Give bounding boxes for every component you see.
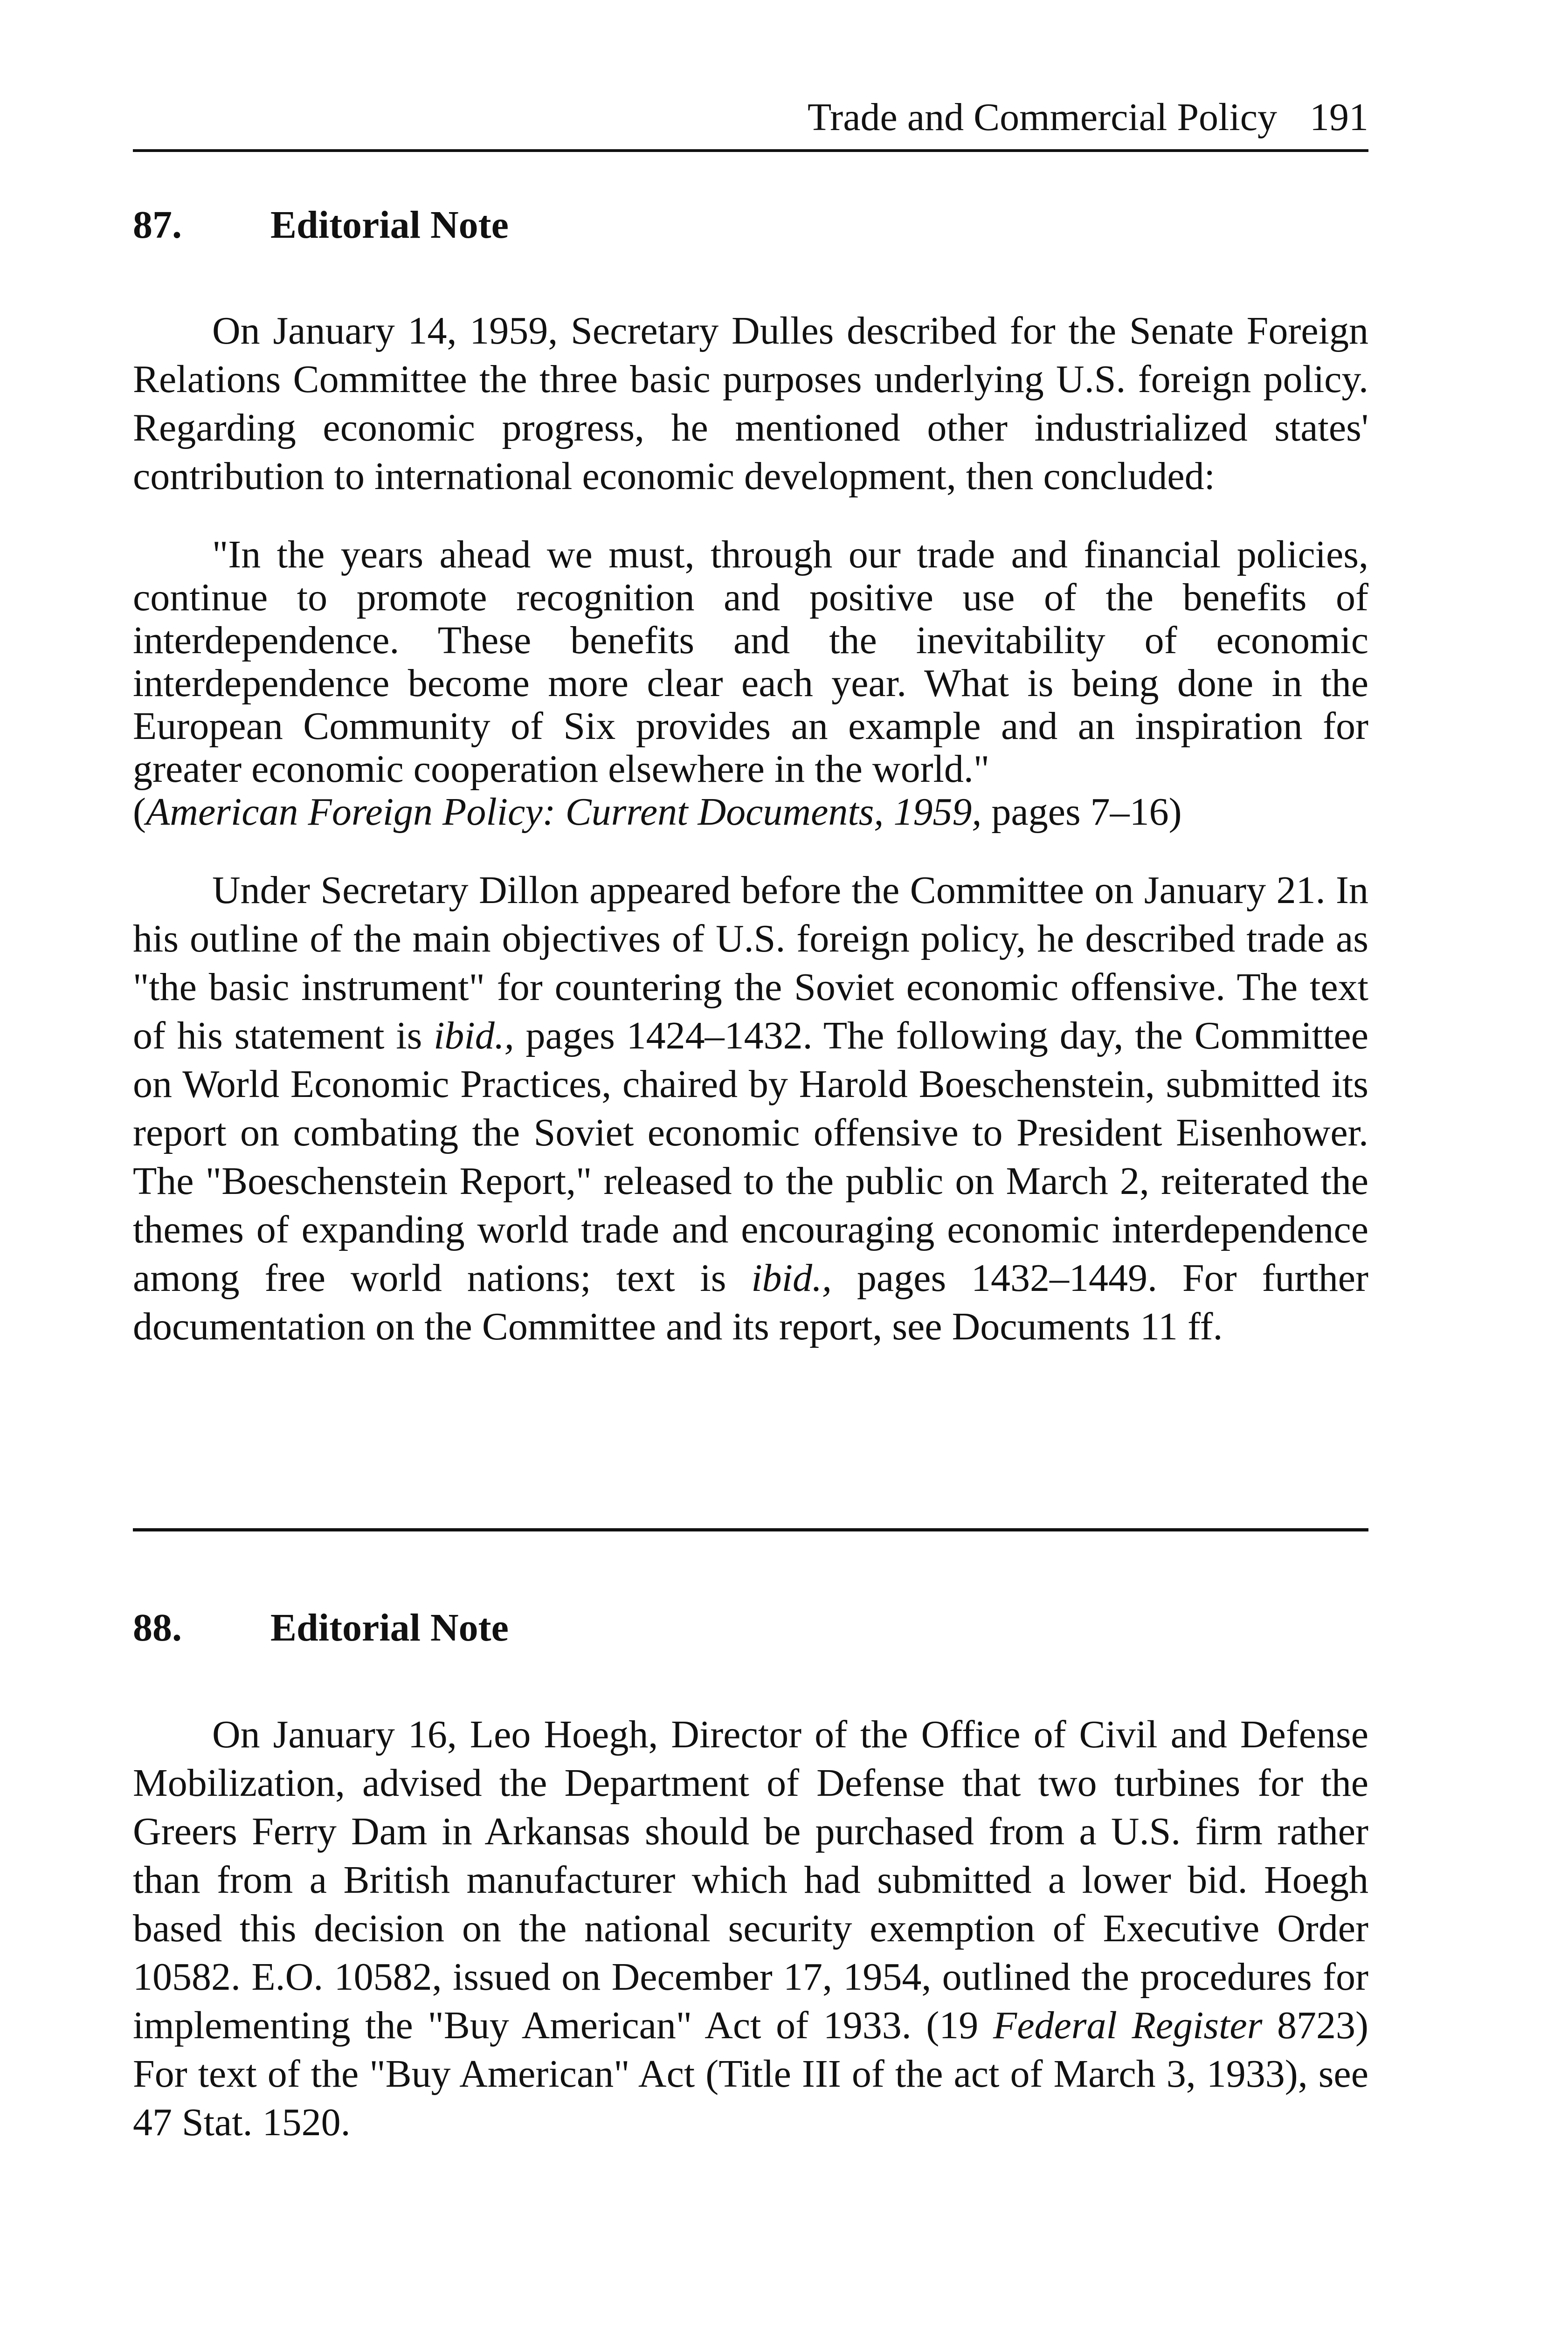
document-87-title: Editorial Note bbox=[270, 203, 509, 247]
running-head-title: Trade and Commercial Policy bbox=[807, 96, 1277, 139]
page-number: 191 bbox=[1310, 96, 1368, 139]
citation-source-title: American Foreign Policy: Current Documents, 1959, bbox=[145, 790, 982, 834]
document-87-quote-block bbox=[133, 533, 1368, 834]
running-head bbox=[133, 98, 1368, 152]
section-divider bbox=[133, 1528, 1368, 1531]
document-88-heading bbox=[133, 1608, 1368, 1648]
document-87-heading bbox=[133, 203, 1368, 247]
document-87-number: 87. bbox=[133, 203, 182, 247]
document-page bbox=[133, 98, 1368, 2147]
document-87-quote: "In the years ahead we must, through our trade and financial policies, continue to promote recognition and positive use of the benefits of interdependence. These benefits and the inevitability of economic interdependence become more clear each year. What is being done in the European Community of Six provides an example and an inspiration for greater economic cooperation elsewhere in the world." bbox=[133, 533, 1368, 791]
document-88-number: 88. bbox=[133, 1606, 182, 1649]
document-88-title: Editorial Note bbox=[270, 1606, 509, 1649]
document-87-paragraph-1: On January 14, 1959, Secretary Dulles described for the Senate Foreign Relations Committee the three basic purposes underlying U.S. foreign policy. Regarding economic progress, he mentioned other industrialized states' contribution to international economic development, then concluded: bbox=[133, 309, 1368, 498]
document-87-citation: (American Foreign Policy: Current Documents, 1959, pages 7–16) bbox=[133, 790, 1182, 834]
document-87-paragraph-2: Under Secretary Dillon appeared before the Committee on January 21. In his outline of the main objectives of U.S. foreign policy, he described trade as "the basic instrument" for countering the Soviet economic offensive. The text of his statement is ibid., pages 1424–1432. The following day, the Committee on World Economic Practices, chaired by Harold Boeschenstein, submitted its report on combating the Soviet economic offensive to President Eisenhower. The "Boeschenstein Report," released to the public on March 2, reiterated the themes of expanding world trade and encouraging economic interdependence among free world nations; text is ibid., pages 1432–1449. For further documentation on the Committee and its report, see Documents 11 ff. bbox=[133, 869, 1368, 1348]
document-88-paragraph-1: On January 16, Leo Hoegh, Director of the Office of Civil and Defense Mobilization, advised the Department of Defense that two turbines for the Greers Ferry Dam in Arkansas should be purchased from a U.S. firm rather than from a British manufacturer which had submitted a lower bid. Hoegh based this decision on the national security exemption of Executive Order 10582. E.O. 10582, issued on December 17, 1954, outlined the procedures for implementing the "Buy American" Act of 1933. (19 Federal Register 8723) For text of the "Buy American" Act (Title III of the act of March 3, 1933), see 47 Stat. 1520. bbox=[133, 1713, 1368, 2144]
